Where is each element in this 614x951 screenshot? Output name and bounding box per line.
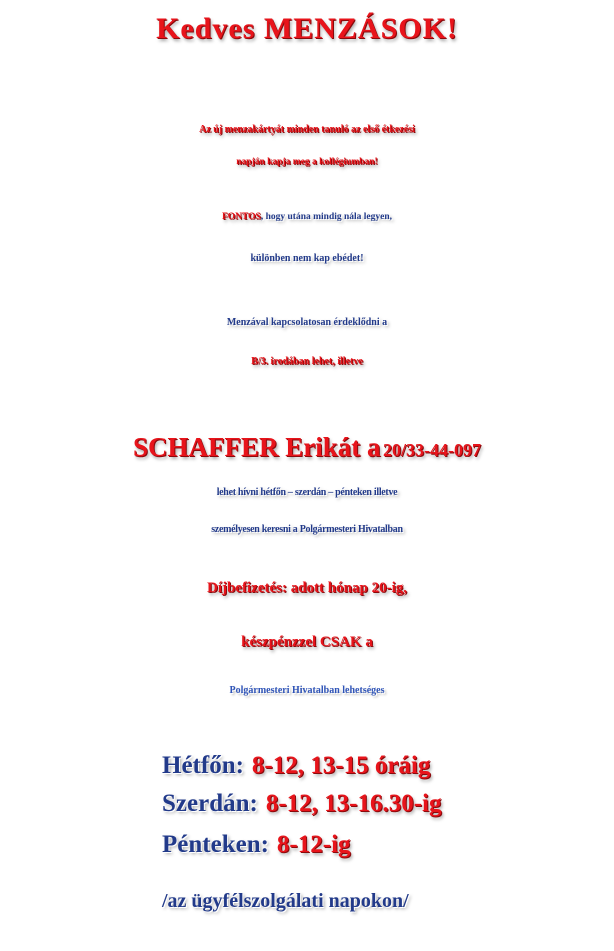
- hours-item-wednesday: [162, 790, 442, 818]
- inquiry-line-1: Menzával kapcsolatosan érdeklődni a: [226, 317, 388, 328]
- hours-note: /az ügyfélszolgálati napokon/: [162, 890, 409, 912]
- hours-time: 8-12-ig: [276, 831, 351, 858]
- contact-phone: 20/33-44-097: [383, 440, 481, 460]
- fee-line-3: Polgármesteri Hivatalban lehetséges: [229, 685, 385, 696]
- hours-item-monday: [162, 752, 430, 780]
- important-keyword: FONTOS: [221, 212, 261, 222]
- contact-line-3: személyesen keresni a Polgármesteri Hivatalban: [211, 524, 403, 535]
- hours-day: Pénteken:: [162, 831, 269, 858]
- important-line-2: különben nem kap ebédet!: [250, 253, 364, 264]
- intro-line-2: [0, 156, 614, 167]
- hours-day: Szerdán:: [162, 790, 258, 817]
- fee-line-2: készpénzzel CSAK a: [241, 634, 373, 650]
- intro-rest: meg a kollégiumban!: [290, 157, 378, 167]
- page-title: Kedves MENZÁSOK!: [156, 12, 458, 45]
- hours-time: 8-12, 13-16.30-ig: [265, 790, 442, 817]
- important-rest: , hogy utána mindig nála legyen,: [260, 212, 393, 222]
- fee-line-1: Díjbefizetés: adott hónap 20-ig,: [207, 580, 407, 596]
- hours-item-friday: [162, 831, 351, 859]
- intro-line-1: Az új menzakártyát minden tanuló az első étkezési: [199, 124, 415, 135]
- hours-time: 8-12, 13-15 óráig: [251, 752, 431, 779]
- hours-day: Hétfőn:: [162, 752, 244, 779]
- contact-line-1: [0, 432, 614, 463]
- important-line-1: [0, 211, 614, 222]
- intro-highlight: napján kapja: [236, 157, 291, 167]
- contact-name: SCHAFFER Erikát a: [132, 432, 381, 462]
- inquiry-line-2: B/3. irodában lehet, illetve: [251, 356, 363, 367]
- contact-line-2: lehet hívni hétfőn – szerdán – pénteken illetve: [216, 487, 398, 498]
